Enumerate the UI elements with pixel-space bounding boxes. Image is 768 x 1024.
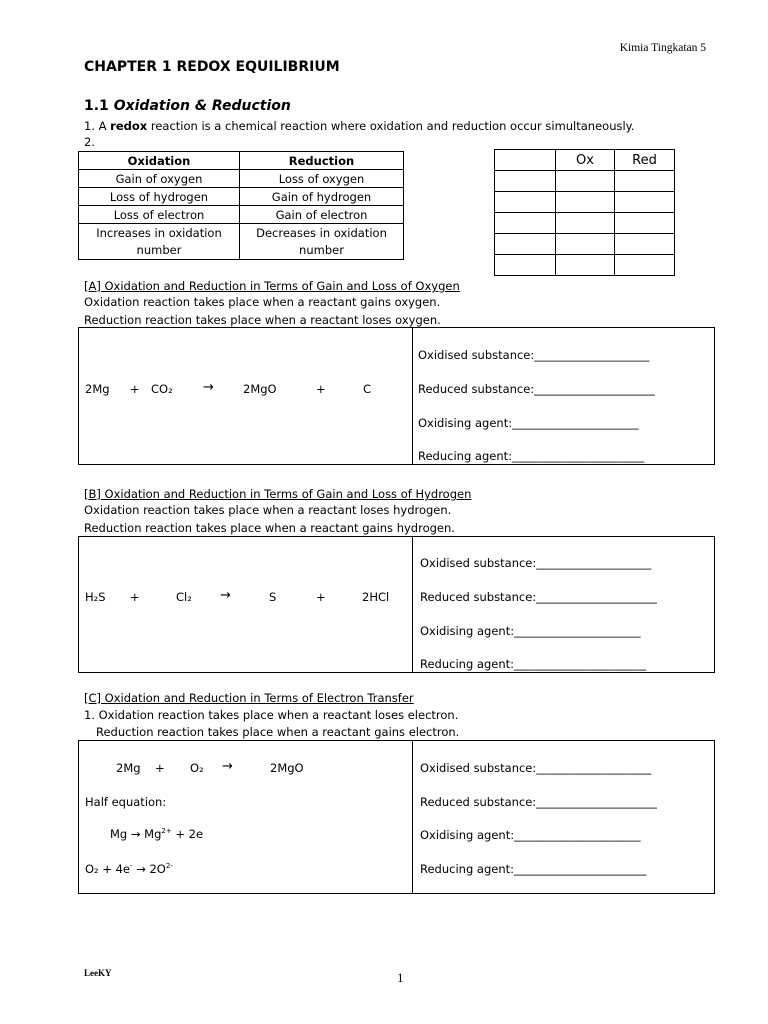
oxidising-agent-field[interactable]: Oxidising agent:______________________ xyxy=(420,828,641,842)
eq-term: S xyxy=(269,590,277,604)
grid-cell xyxy=(615,171,675,192)
section-number: 1.1 xyxy=(84,98,109,114)
grid-cell xyxy=(495,255,556,276)
table-cell: Loss of electron xyxy=(79,206,240,224)
part-b-box xyxy=(78,536,715,673)
table-header-oxidation: Oxidation xyxy=(79,152,240,170)
eq-term: CO₂ xyxy=(151,382,173,396)
grid-header-ox: Ox xyxy=(556,150,615,171)
eq-term: 2Mg xyxy=(85,382,110,396)
table-row xyxy=(79,206,404,224)
table-row xyxy=(79,224,404,260)
oxidation-reduction-table xyxy=(78,151,404,260)
intro-point-2: 2. xyxy=(84,135,95,149)
grid-cell xyxy=(615,213,675,234)
part-a-box xyxy=(78,327,715,465)
grid-cell xyxy=(556,234,615,255)
table-cell: Decreases in oxidation number xyxy=(240,224,404,260)
half-equation-1: $Mg \to Mg^{2+} + 2e$ xyxy=(110,827,204,841)
intro-point-1 xyxy=(84,119,635,133)
eq-term: 2HCl xyxy=(362,590,390,604)
oxidising-agent-field[interactable]: Oxidising agent:______________________ xyxy=(420,624,641,638)
eq-plus: + xyxy=(316,382,326,396)
part-b-line-2: Reduction reaction takes place when a reactant gains hydrogen. xyxy=(84,521,455,535)
box-divider xyxy=(412,741,413,893)
header-subject: Kimia Tingkatan 5 xyxy=(619,42,706,54)
oxidised-substance-field[interactable]: Oxidised substance:____________________ xyxy=(420,556,652,570)
eq-plus: + xyxy=(130,590,140,604)
part-a-line-2: Reduction reaction takes place when a reactant loses oxygen. xyxy=(84,313,441,327)
eq-arrow: → xyxy=(203,380,214,395)
grid-cell xyxy=(495,234,556,255)
grid-cell xyxy=(615,234,675,255)
reduced-substance-field[interactable]: Reduced substance:_____________________ xyxy=(420,795,657,809)
grid-header-blank xyxy=(495,150,556,171)
eq-term: Cl₂ xyxy=(176,590,192,604)
reduced-substance-field[interactable]: Reduced substance:_____________________ xyxy=(420,590,657,604)
eq-arrow: → xyxy=(220,588,231,603)
reducing-agent-field[interactable]: Reducing agent:_______________________ xyxy=(420,657,647,671)
part-c-line-1: 1. Oxidation reaction takes place when a reactant loses electron. xyxy=(84,708,459,722)
grid-header-red: Red xyxy=(615,150,675,171)
grid-cell xyxy=(495,213,556,234)
eq-plus: + xyxy=(316,590,326,604)
table-cell: Loss of hydrogen xyxy=(79,188,240,206)
grid-cell xyxy=(556,192,615,213)
table-row xyxy=(79,188,404,206)
page-number: 1 xyxy=(397,970,404,985)
eq-term: 2MgO xyxy=(243,382,277,396)
table-cell: Loss of oxygen xyxy=(240,170,404,188)
eq-plus: + xyxy=(130,382,140,396)
grid-cell xyxy=(495,171,556,192)
part-b-heading: [B] Oxidation and Reduction in Terms of Gain and Loss of Hydrogen xyxy=(84,487,472,501)
section-name: Oxidation & Reduction xyxy=(113,98,291,114)
ox-red-grid xyxy=(494,149,675,276)
eq-arrow: → xyxy=(222,759,233,774)
intro-prefix: 1. A xyxy=(84,119,111,133)
oxidising-agent-field[interactable]: Oxidising agent:______________________ xyxy=(418,416,639,430)
eq-term: 2MgO xyxy=(270,761,304,775)
grid-cell xyxy=(615,192,675,213)
oxidised-substance-field[interactable]: Oxidised substance:____________________ xyxy=(420,761,652,775)
footer-author: LeeKY xyxy=(84,968,112,978)
eq-term: 2Mg xyxy=(116,761,141,775)
grid-row xyxy=(495,234,675,255)
reducing-agent-field[interactable]: Reducing agent:_______________________ xyxy=(420,862,647,876)
intro-rest: reaction is a chemical reaction where oxidation and reduction occur simultaneously. xyxy=(147,119,635,133)
eq-term: H₂S xyxy=(85,590,106,604)
part-b-line-1: Oxidation reaction takes place when a reactant loses hydrogen. xyxy=(84,503,452,517)
eq-term: O₂ xyxy=(190,761,204,775)
grid-row xyxy=(495,192,675,213)
half-equation-2: $O_2 + 4e^- \to 2O^{2-}$ xyxy=(85,862,173,876)
grid-row xyxy=(495,213,675,234)
table-row xyxy=(79,170,404,188)
eq-plus: + xyxy=(155,761,165,775)
part-c-line-2: Reduction reaction takes place when a reactant gains electron. xyxy=(96,725,460,739)
box-divider xyxy=(412,328,413,464)
table-cell: Gain of oxygen xyxy=(79,170,240,188)
grid-row xyxy=(495,255,675,276)
table-cell: Gain of electron xyxy=(240,206,404,224)
oxidised-substance-field[interactable]: Oxidised substance:____________________ xyxy=(418,348,650,362)
table-cell: Gain of hydrogen xyxy=(240,188,404,206)
reduced-substance-field[interactable]: Reduced substance:_____________________ xyxy=(418,382,655,396)
reducing-agent-field[interactable]: Reducing agent:_______________________ xyxy=(418,449,645,463)
part-c-heading: [C] Oxidation and Reduction in Terms of Electron Transfer xyxy=(84,691,414,705)
eq-term: C xyxy=(363,382,372,396)
box-divider xyxy=(412,537,413,672)
redox-term: redox xyxy=(110,119,148,133)
grid-row xyxy=(495,171,675,192)
table-header-reduction: Reduction xyxy=(240,152,404,170)
grid-cell xyxy=(615,255,675,276)
grid-cell xyxy=(556,213,615,234)
table-cell: Increases in oxidation number xyxy=(79,224,240,260)
part-a-line-1: Oxidation reaction takes place when a reactant gains oxygen. xyxy=(84,295,441,309)
section-title xyxy=(84,98,291,114)
grid-cell xyxy=(495,192,556,213)
grid-cell xyxy=(556,255,615,276)
part-c-box xyxy=(78,740,715,894)
part-a-heading: [A] Oxidation and Reduction in Terms of Gain and Loss of Oxygen xyxy=(84,279,460,293)
grid-cell xyxy=(556,171,615,192)
chapter-title: CHAPTER 1 REDOX EQUILIBRIUM xyxy=(84,59,340,75)
half-equation-label: Half equation: xyxy=(85,795,167,809)
